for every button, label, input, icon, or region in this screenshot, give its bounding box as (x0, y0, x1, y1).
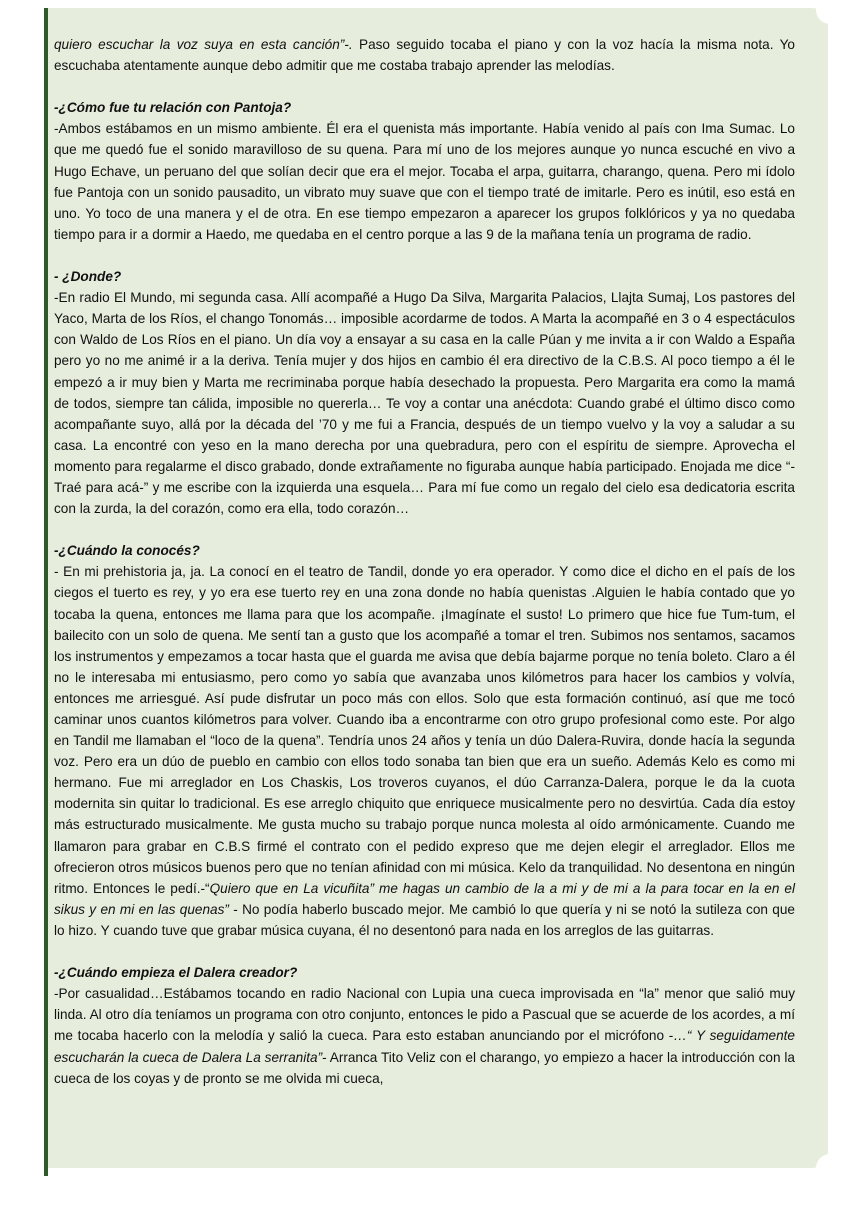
answer-cuando-conoces (54, 561, 795, 941)
question-donde: - ¿Donde? (54, 269, 122, 285)
left-accent-bar (44, 8, 48, 1176)
answer-dalera-creador (54, 983, 795, 1088)
answer-donde: -En radio El Mundo, mi segunda casa. Allí acompañé a Hugo Da Silva, Margarita Palacios, Llajta Sumaj, Los pastores del Yaco, Marta de los Ríos, el chango Tonomás… imposible acordarme de todos. A Marta la acompañé en 3 o 4 espectáculos con Waldo de Los Ríos en el piano. Un día voy a ensayar a su casa en la calle Púan y me invita a ir con Waldo a España pero yo no me animé ir a la deriva. Tenía mujer y dos hijos en cambio él era directivo de la C.B.S. Al poco tiempo a él le empezó a ir muy bien y Marta me recriminaba porque había desechado la propuesta. Pero Margarita era como la mamá de todos, siempre tan cálida, imposible no quererla… Te voy a contar una anécdota: Cuando grabé el último disco como acompañante suyo, allá por la década del ’70 y me fui a Francia, después de un tiempo vuelvo y la voy a saludar a su casa. La encontré con yeso en la mano derecha por una quebradura, pero con el espíritu de siempre. Aprovecha el momento para regalarme el disco grabado, donde extrañamente no figuraba aunque había participado. Enojada me dice “-Traé para acá-” y me escribe con la izquierda una esquela… Para mí fue como un regalo del cielo esa dedicatoria escrita con la zurda, la del corazón, como era ella, todo corazón… (54, 290, 795, 517)
intro-quote: quiero escuchar la voz suya en esta canción”-. (54, 37, 353, 52)
question-pantoja: -¿Cómo fue tu relación con Pantoja? (54, 100, 292, 116)
intro-text: Paso seguido tocaba el piano y con la voz hacía la misma nota. Yo escuchaba atentamente aunque debo admitir que me costaba trabajo aprender las melodías. (54, 37, 795, 74)
answer-pantoja: -Ambos estábamos en un mismo ambiente. Él era el quenista más importante. Había venido al país con Ima Sumac. Lo que me quedó fue el sonido maravilloso de su quena. Para mí uno de los mejores aunque yo nunca escuché en vivo a Hugo Echave, un peruano del que solían decir que era el mejor. Tocaba el arpa, guitarra, charango, quena. Pero mi ídolo fue Pantoja con un sonido pausadito, un vibrato muy suave que con el tiempo traté de imitarle. Pero es inútil, eso está en uno. Yo toco de una manera y el de otra. En ese tiempo empezaron a aparecer los grupos folklóricos y ya no quedaba tiempo para ir a dormir a Haedo, me quedaba en el centro porque a las 9 de la mañana tenía un programa de radio. (54, 121, 795, 242)
answer-quote: Quiero que en La vicuñita” me hagas un cambio de la a mi y de mi a la para tocar en la en el sikus y en mi en las quenas” (54, 880, 796, 917)
question-cuando-conoces: -¿Cuándo la conocés? (54, 543, 200, 559)
corner-notch-top-right (816, 0, 844, 24)
answer-text: - En mi prehistoria ja, ja. La conocí en el teatro de Tandil, donde yo era operador. Y como dice el dicho en el país de los ciegos el tuerto es rey, y yo era ese tuerto rey en una zona donde no había quenistas .Alguien le había contado que yo tocaba la quena, entonces me llama para que los acompañe. ¡Imagínate el susto! Lo primero que hice fue Tum-tum, el bailecito con un solo de quena. Me sentí tan a gusto que los acompañé a tomar el tren. Subimos nos sentamos, sacamos los instrumentos y empezamos a tocar hasta que el guarda me avisa que debía bajarme porque no tenía boleto. Claro a él no le interesaba mi entusiasmo, pero como yo sabía que avanzaba unos kilómetros para hacer los cambios y volvía, entonces me arriesgué. Así pude disfrutar un poco más con ellos. Solo que esta formación continuó, así que me tocó caminar unos cuantos kilómetros para volver. Cuando iba a encontrarme con otro grupo profesional como este. Por algo en Tandil me llamaban el “loco de la quena”. Tendría unos 24 años y tenía un dúo Dalera-Ruvira, donde hacía la segunda voz. Pero era un dúo de pueblo en cambio con ellos todo sonaba tan bien que era un sueño. Además Kelo es como mi hermano. Fue mi arreglador en Los Chaskis, Los troveros cuyanos, el dúo Carranza-Dalera, porque le da la cuota modernita sin quitar lo tradicional. Es ese arreglo chiquito que enriquece musicalmente pero no desvirtúa. Cada día estoy más estructurado musicalmente. Me gusta mucho su trabajo porque nunca molesta al oído armónicamente. Cuando me llamaron para grabar en C.B.S firmé el contrato con el pedido expreso que me dejen elegir el arreglador. Ellos me ofrecieron otros músicos buenos pero que no tenían afinidad con mi música. Kelo da tranquilidad. No desentona en ningún ritmo. Entonces le pedí.-“ (54, 564, 795, 896)
corner-notch-bottom-right (816, 1154, 844, 1182)
answer-text-end: - Arranca Tito Veliz con el charango, yo empiezo a hacer la introducción con la cueca de los coyas y de pronto se me olvida mi cueca, (54, 1049, 795, 1086)
answer-text-end: - No podía haberlo buscado mejor. Me cambió lo que quería y ni se notó la sutileza con que lo hizo. Y cuando tuve que grabar música cuyana, él no desentonó para nada en los arreglos de las guitarras. (54, 901, 795, 938)
question-dalera-creador: -¿Cuándo empieza el Dalera creador? (54, 965, 298, 981)
answer-text: -Por casualidad…Estábamos tocando en radio Nacional con Lupia una cueca improvisada en “la” menor que salió muy linda. Al otro día teníamos un programa con otro conjunto, entonces le pido a Pascual que se acuerde de los acordes, a mí me tocaba hacerlo con la melodía y salió la cueca. Para esto estaban anunciando por el micrófono - (54, 986, 795, 1044)
answer-quote: …“ Y seguidamente escucharán la cueca de Dalera La serranita” (54, 1028, 795, 1065)
intro-paragraph (54, 34, 795, 76)
article-body (54, 34, 795, 1089)
